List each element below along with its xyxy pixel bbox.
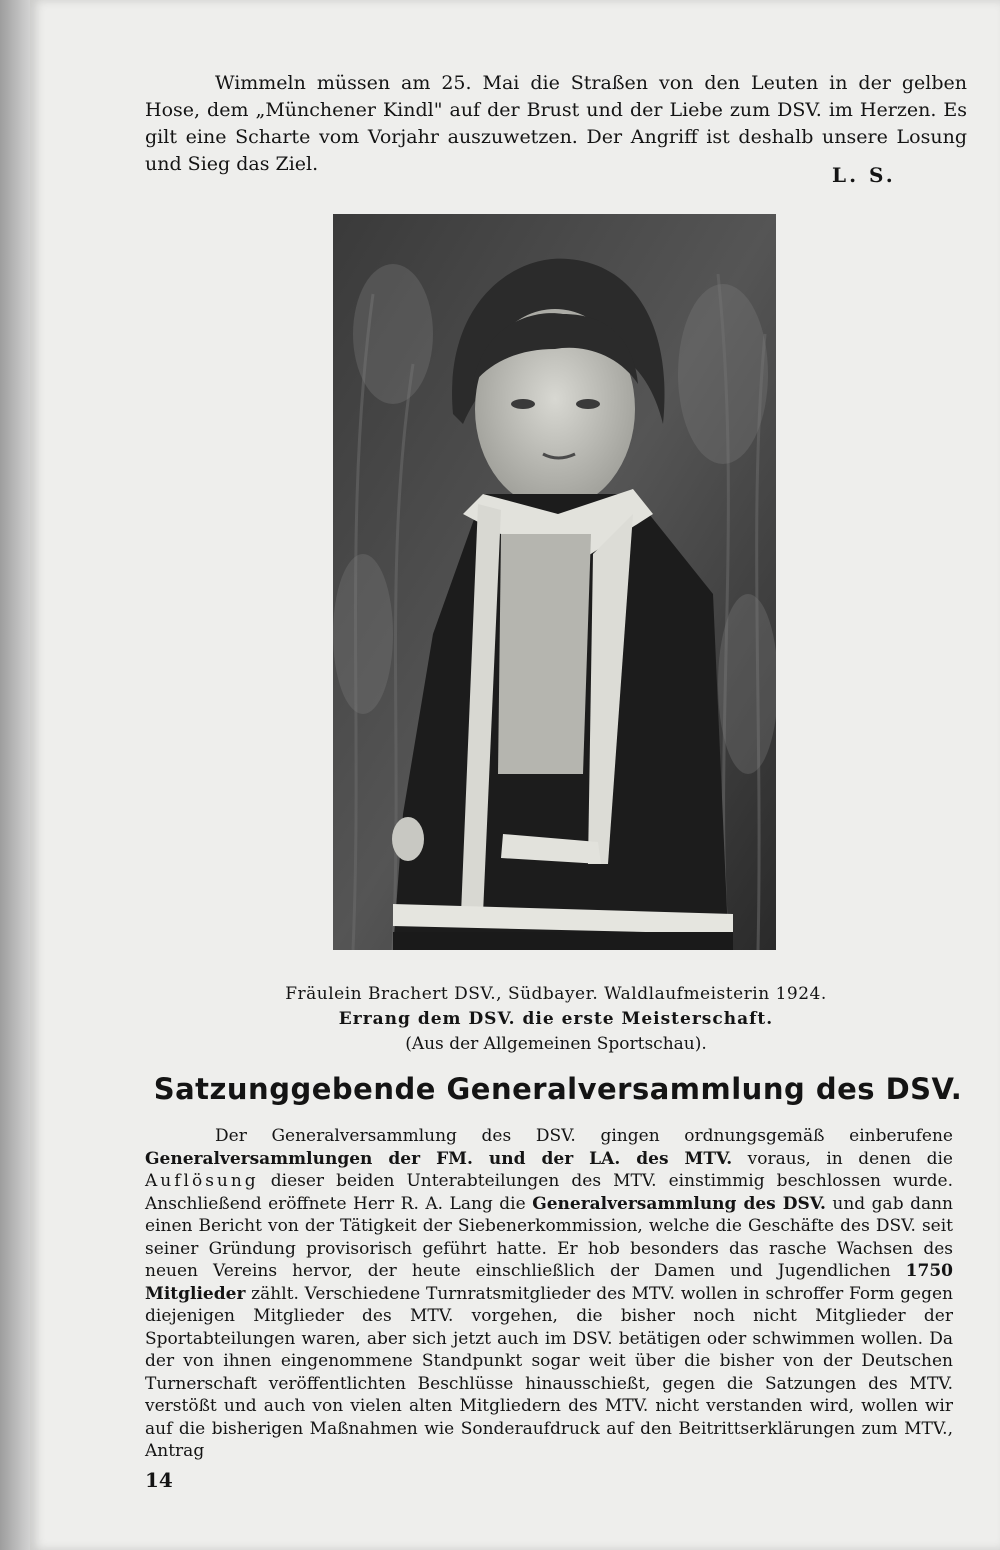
signature: L. S. bbox=[832, 163, 896, 187]
caption-line-3: (Aus der Allgemeinen Sportschau). bbox=[405, 1034, 707, 1054]
portrait-illustration bbox=[333, 214, 776, 950]
body-text: dieser beiden Unterabteilungen des MTV. einstimmig beschlossen wurde. Anschließend eröffnete Herr R. A. Lang die bbox=[145, 1171, 953, 1214]
photo-caption bbox=[145, 982, 967, 1057]
intro-text: Wimmeln müssen am 25. Mai die Straßen von den Leuten in der gelben Hose, dem „Münchener Kindl" auf der Brust und der Liebe zum DSV. im Herzen. Es gilt eine Scharte vom Vorjahr auszuwetzen. Der Angriff ist deshalb unsere Losung und Sieg das Ziel. bbox=[145, 72, 967, 175]
intro-paragraph bbox=[145, 70, 967, 178]
article-heading: Satzunggebende Generalversammlung des DSV. bbox=[153, 1072, 963, 1106]
body-bold-text: Generalversammlungen der FM. und der LA. des MTV. bbox=[145, 1148, 733, 1169]
page-gutter bbox=[0, 0, 30, 1550]
body-text: zählt. Verschiedene Turnratsmitglieder des MTV. wollen in schroffer Form gegen diejenigen Mitglieder des MTV. vorgehen, die bisher noch nicht Mitglieder der Sportabteilungen waren, aber sich jetzt auch im DSV. betätigen oder schwimmen wollen. Da der von ihnen eingenommene Standpunkt sogar weit über die bisher von der Deutschen Turnerschaft veröffentlichten Beschlüsse hinausschießt, gegen die Satzungen des MTV. verstößt und auch von vielen alten Mitgliedern des MTV. nicht verstanden wird, wollen wir auf die bisherigen Maßnahmen wie Sonderaufdruck auf den Beitrittserklärungen zum MTV., Antrag bbox=[145, 1283, 953, 1461]
body-text: und gab dann einen Bericht von der Tätigkeit der Siebenerkommission, welche die Geschäfte des DSV. seit seiner Gründung provisorisch geführt hatte. Er hob besonders das rasche Wachsen des neuen Vereins hervor, der heute einschließlich der Damen und Jugendlichen bbox=[145, 1193, 953, 1281]
article-body bbox=[145, 1125, 953, 1463]
body-text: Der Generalversammlung des DSV. gingen ordnungsgemäß einberufene bbox=[215, 1126, 953, 1146]
body-bold-text: 1750 Mitglieder bbox=[145, 1261, 953, 1304]
body-spaced-text: Auflösung bbox=[145, 1171, 259, 1191]
caption-line-1: Fräulein Brachert DSV., Südbayer. Waldlaufmeisterin 1924. bbox=[285, 984, 827, 1004]
body-bold-text: Generalversammlung des DSV. bbox=[532, 1193, 826, 1214]
body-text: voraus, in denen die bbox=[732, 1148, 953, 1169]
caption-line-2: Errang dem DSV. die erste Meisterschaft. bbox=[338, 1009, 774, 1029]
page-number: 14 bbox=[145, 1468, 173, 1492]
portrait-photo bbox=[333, 214, 776, 950]
